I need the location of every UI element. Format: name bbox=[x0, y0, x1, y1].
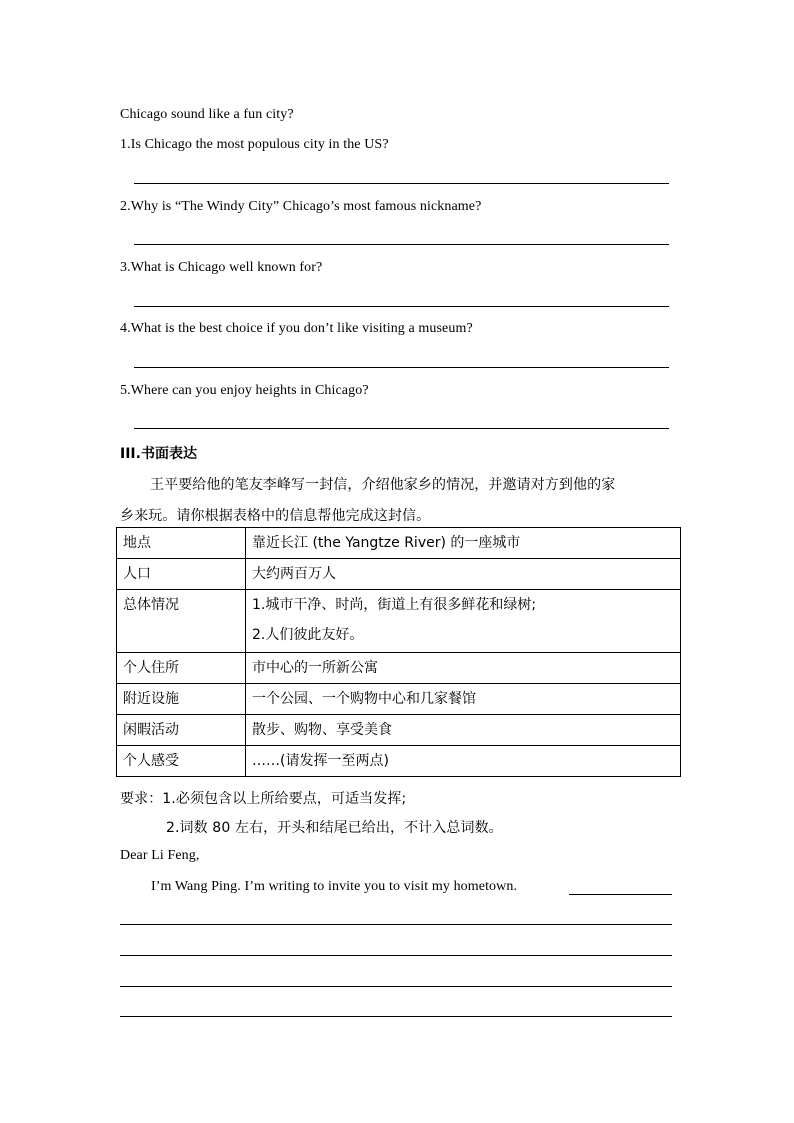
table-row bbox=[117, 746, 681, 777]
table-value bbox=[246, 590, 681, 653]
table-value: 一个公园、一个购物中心和几家餐馆 bbox=[246, 684, 681, 715]
question-2: 2.Why is “The Windy City” Chicago’s most famous nickname? bbox=[120, 199, 482, 214]
letter-line[interactable] bbox=[120, 955, 672, 956]
requirement-line-2: 2.词数 80 左右，开头和结尾已给出，不计入总词数。 bbox=[166, 820, 503, 836]
table-key: 个人感受 bbox=[117, 746, 246, 777]
table-value: 市中心的一所新公寓 bbox=[246, 653, 681, 684]
answer-line-2[interactable] bbox=[134, 244, 669, 245]
table-row bbox=[117, 715, 681, 746]
answer-line-4[interactable] bbox=[134, 367, 669, 368]
table-row bbox=[117, 528, 681, 559]
table-value-line-1: 1.城市干净、时尚，街道上有很多鲜花和绿树; bbox=[252, 597, 537, 613]
question-5: 5.Where can you enjoy heights in Chicago? bbox=[120, 383, 369, 398]
table-value: 大约两百万人 bbox=[246, 559, 681, 590]
table-row bbox=[117, 684, 681, 715]
prompt-line-2: 乡来玩。请你根据表格中的信息帮他完成这封信。 bbox=[120, 508, 431, 524]
prompt-line-1: 王平要给他的笔友李峰写一封信，介绍他家乡的情况，并邀请对方到他的家 bbox=[150, 477, 616, 493]
letter-line[interactable] bbox=[120, 924, 672, 925]
table-key: 闲暇活动 bbox=[117, 715, 246, 746]
letter-greeting: Dear Li Feng, bbox=[120, 848, 200, 863]
letter-first-line-blank[interactable] bbox=[569, 894, 672, 895]
answer-line-5[interactable] bbox=[134, 428, 669, 429]
requirement-line-1: 要求：1.必须包含以上所给要点，可适当发挥; bbox=[120, 791, 407, 807]
table-key-text: 总体情况 bbox=[123, 597, 179, 613]
table-value: ……(请发挥一至两点) bbox=[246, 746, 681, 777]
table-row bbox=[117, 559, 681, 590]
table-key bbox=[117, 590, 246, 653]
letter-line[interactable] bbox=[120, 986, 672, 987]
table-row bbox=[117, 590, 681, 653]
table-row bbox=[117, 653, 681, 684]
section-heading: III.书面表达 bbox=[120, 446, 197, 462]
letter-line[interactable] bbox=[120, 1016, 672, 1017]
table-value-line-2: 2.人们彼此友好。 bbox=[252, 627, 364, 643]
table-value: 散步、购物、享受美食 bbox=[246, 715, 681, 746]
info-table bbox=[116, 527, 681, 777]
question-4: 4.What is the best choice if you don’t like visiting a museum? bbox=[120, 321, 473, 336]
question-1: 1.Is Chicago the most populous city in the US? bbox=[120, 137, 389, 152]
table-key: 地点 bbox=[117, 528, 246, 559]
question-3: 3.What is Chicago well known for? bbox=[120, 260, 323, 275]
table-key: 人口 bbox=[117, 559, 246, 590]
intro-text: Chicago sound like a fun city? bbox=[120, 107, 294, 122]
table-value: 靠近长江 (the Yangtze River) 的一座城市 bbox=[246, 528, 681, 559]
answer-line-3[interactable] bbox=[134, 306, 669, 307]
letter-opening: I’m Wang Ping. I’m writing to invite you to visit my hometown. bbox=[151, 879, 518, 894]
table-key: 个人住所 bbox=[117, 653, 246, 684]
answer-line-1[interactable] bbox=[134, 183, 669, 184]
table-key: 附近设施 bbox=[117, 684, 246, 715]
